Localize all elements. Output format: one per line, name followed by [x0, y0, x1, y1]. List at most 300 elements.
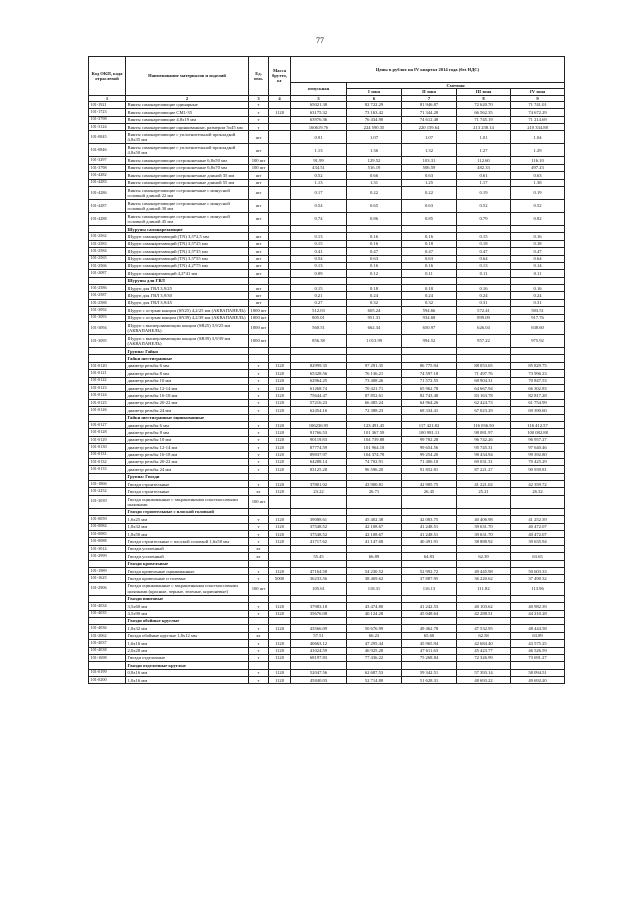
row-price-zone-2: 71 572.55 [402, 377, 457, 384]
group-heading-row [89, 414, 565, 421]
group-heading-row [89, 560, 565, 567]
row-price-zone-1: 1.07 [347, 131, 402, 144]
row-price-zone-3: 49 445.98 [457, 567, 511, 574]
row-price-zone-4 [511, 595, 565, 602]
row-price-sales: 62964.25 [291, 377, 347, 384]
table-row [89, 164, 565, 171]
row-price-zone-4 [511, 414, 565, 421]
row-price-zone-3: 0.11 [457, 270, 511, 277]
row-price-zone-3: 626.04 [457, 322, 511, 335]
row-name: Винты самонарезающие одинарные [126, 101, 249, 108]
row-code: 101-2588 [89, 299, 126, 306]
row-price-zone-2: 42 083.75 [402, 516, 457, 523]
row-unit: шт [249, 248, 269, 255]
row-price-sales: 0.74 [291, 212, 347, 225]
row-name: Винты самонарезающие остроконечные 6,8х50 мм [126, 157, 249, 164]
row-price-zone-4: 1.38 [511, 179, 565, 186]
row-price-sales: 0.17 [291, 186, 347, 199]
row-price-zone-1: 0.16 [347, 262, 402, 269]
row-price-zone-1: 1 013.99 [347, 335, 402, 348]
row-unit: 100 шт [249, 582, 269, 595]
row-unit: 1000 шт [249, 335, 269, 348]
row-price-zone-1: 516.19 [347, 164, 402, 171]
row-price-sales: 0.41 [291, 248, 347, 255]
row-name: 0,8х16 мм [126, 669, 249, 676]
row-code: 101-4038 [89, 647, 126, 654]
row-name: Шуруп с острым концом (SN25) 4,2/25 мм (АКВАПАНЕЛЬ) [126, 307, 249, 314]
row-price-zone-2: 65 962.78 [402, 385, 457, 392]
row-unit: т [249, 407, 269, 414]
row-unit: т [249, 109, 269, 116]
row-code: 101-2087 [89, 270, 126, 277]
row-unit [249, 277, 269, 284]
row-price-zone-1 [347, 355, 402, 362]
row-price-zone-3: 68 904.31 [457, 377, 511, 384]
row-code: 101-0845 [89, 131, 126, 144]
header-zone-4: IV зона [511, 89, 565, 95]
col-index: 2 [126, 95, 249, 101]
row-code [89, 355, 126, 362]
header-zone-1: I зона [347, 89, 402, 95]
row-price-sales: 65021.38 [291, 101, 347, 108]
row-unit: 1000 шт [249, 322, 269, 335]
row-price-zone-1: 951.31 [347, 314, 402, 321]
row-unit: т [249, 385, 269, 392]
table-row [89, 451, 565, 458]
row-unit: т [249, 669, 269, 676]
table-row [89, 322, 565, 335]
row-unit: т [249, 377, 269, 384]
table-row [89, 603, 565, 610]
row-price-zone-4: 44 210.28 [511, 610, 565, 617]
group-heading-row [89, 348, 565, 355]
row-price-sales: 160619.76 [291, 124, 347, 131]
row-name: Гвозди строительные [126, 488, 249, 495]
row-mass [269, 144, 291, 157]
group-heading-row [89, 617, 565, 624]
table-row [89, 116, 565, 123]
row-code [89, 225, 126, 232]
row-price-zone-4: 70 425.29 [511, 458, 565, 465]
row-price-zone-3: 0.18 [457, 240, 511, 247]
row-price-zone-3: 0.19 [457, 186, 511, 199]
row-price-zone-2: 68 334.41 [402, 407, 457, 414]
row-price-sales: 89837.97 [291, 451, 347, 458]
row-price-zone-3: 47 532.95 [457, 625, 511, 632]
row-mass: 1120 [269, 370, 291, 377]
row-price-sales [291, 495, 347, 508]
row-price-zone-2: 99 654.56 [402, 444, 457, 451]
row-price-zone-2: 75 268.84 [402, 654, 457, 661]
row-mass [269, 508, 291, 515]
row-price-zone-1: 43 474.80 [347, 603, 402, 610]
row-code: 101-2565 [89, 255, 126, 262]
row-mass [269, 473, 291, 480]
row-code [89, 414, 126, 421]
row-code: 101-0130 [89, 444, 126, 451]
row-price-sales: 57.51 [291, 632, 347, 639]
row-price-sales: 91766.53 [291, 429, 347, 436]
row-price-zone-3: 48 693.22 [457, 677, 511, 684]
row-code: 101-0124 [89, 392, 126, 399]
row-price-zone-4: 48 444.58 [511, 625, 565, 632]
row-price-zone-3 [457, 560, 511, 567]
table-row [89, 677, 565, 684]
row-unit: т [249, 610, 269, 617]
row-unit: т [249, 531, 269, 538]
row-price-sales: 45840.03 [291, 677, 347, 684]
row-name: Гвозди кровельные оцинкованные [126, 567, 249, 574]
row-price-zone-1: 77 436.22 [347, 654, 402, 661]
row-code: 101-2999 [89, 553, 126, 560]
row-price-zone-2: 26.45 [402, 488, 457, 495]
row-unit [249, 617, 269, 624]
row-name: 1,6х25 мм [126, 516, 249, 523]
row-price-zone-4: 85 829.75 [511, 362, 565, 369]
row-mass: 1120 [269, 466, 291, 473]
row-mass [269, 277, 291, 284]
row-unit [249, 348, 269, 355]
row-mass [269, 233, 291, 240]
row-unit: т [249, 647, 269, 654]
row-code: 101-0131 [89, 451, 126, 458]
row-code: 101-3039 [89, 495, 126, 508]
row-price-zone-3: 116 036.50 [457, 421, 511, 428]
row-code: 101-2583 [89, 240, 126, 247]
row-price-zone-1: 47 295.44 [347, 640, 402, 647]
row-price-zone-4 [511, 348, 565, 355]
table-row [89, 531, 565, 538]
table-row [89, 212, 565, 225]
row-code: 101-2062 [89, 632, 126, 639]
row-code: 101-0846 [89, 144, 126, 157]
row-price-zone-1: 66.89 [347, 553, 402, 560]
row-price-sales [291, 348, 347, 355]
row-price-zone-4: 0.16 [511, 285, 565, 292]
price-table [88, 56, 565, 684]
row-mass [269, 355, 291, 362]
table-row [89, 523, 565, 530]
row-price-zone-3: 1.01 [457, 131, 511, 144]
row-mass: 5000 [269, 575, 291, 582]
row-price-zone-1: 96 596.20 [347, 466, 402, 473]
header-estimated: Сметная [347, 83, 565, 89]
col-index: 8 [457, 95, 511, 101]
row-price-zone-4: 1.29 [511, 144, 565, 157]
row-price-zone-1: 118.31 [347, 582, 402, 595]
row-price-zone-4: 210 334.88 [511, 124, 565, 131]
row-price-zone-3: 0.52 [457, 199, 511, 212]
row-unit: т [249, 538, 269, 545]
row-price-sales [291, 414, 347, 421]
row-price-zone-4: 0.16 [511, 233, 565, 240]
row-price-zone-3 [457, 414, 511, 421]
row-price-zone-2: 0.16 [402, 233, 457, 240]
row-price-sales [291, 355, 347, 362]
table-row [89, 299, 565, 306]
row-unit: т [249, 392, 269, 399]
row-mass: 1120 [269, 603, 291, 610]
row-price-zone-4 [511, 495, 565, 508]
row-price-zone-1 [347, 508, 402, 515]
row-price-sales: 805.01 [291, 314, 347, 321]
row-unit: т [249, 101, 269, 108]
row-price-zone-3: 72 326.99 [457, 654, 511, 661]
row-price-zone-4 [511, 225, 565, 232]
row-price-sales [291, 473, 347, 480]
row-code: 101-3095 [89, 335, 126, 348]
header-zone-2: II зона [402, 89, 457, 95]
row-unit: т [249, 399, 269, 406]
row-name: 1,6х16 мм [126, 640, 249, 647]
row-price-zone-4 [511, 545, 565, 552]
table-row [89, 335, 565, 348]
table-body [89, 101, 565, 684]
row-price-zone-1: 76 136.21 [347, 370, 402, 377]
row-price-zone-1 [347, 225, 402, 232]
row-unit: т [249, 421, 269, 428]
row-code: 101-0200 [89, 677, 126, 684]
row-price-zone-4: 40 472.07 [511, 531, 565, 538]
row-mass [269, 248, 291, 255]
row-price-zone-3: 45 423.77 [457, 647, 511, 654]
row-mass: 1120 [269, 377, 291, 384]
row-name: диаметр резьбы 6 мм [126, 421, 249, 428]
row-price-zone-2: 74 612.48 [402, 116, 457, 123]
table-row [89, 292, 565, 299]
row-price-zone-3: 36 220.62 [457, 575, 511, 582]
row-price-zone-3 [457, 277, 511, 284]
row-price-zone-1: 66 485.24 [347, 399, 402, 406]
row-price-sales [291, 662, 347, 669]
row-price-sales: 91.99 [291, 157, 347, 164]
row-mass [269, 307, 291, 314]
row-code [89, 617, 126, 624]
row-price-sales: 856.38 [291, 335, 347, 348]
row-price-zone-1 [347, 662, 402, 669]
col-index: 1 [89, 95, 126, 101]
row-price-zone-1: 0.65 [347, 199, 402, 212]
row-name: Винты самонарезающие оцинкованные, размером 5х45 мм [126, 124, 249, 131]
row-unit: кг [249, 545, 269, 552]
row-price-zone-1: 43 900.81 [347, 481, 402, 488]
table-row [89, 545, 565, 552]
row-price-zone-2: 41 248.51 [402, 531, 457, 538]
row-price-zone-2: 0.32 [402, 299, 457, 306]
row-mass: 1120 [269, 625, 291, 632]
row-price-zone-4: 39 635.94 [511, 538, 565, 545]
row-price-zone-2: 37 887.95 [402, 575, 457, 582]
row-price-zone-3: 42 684.40 [457, 640, 511, 647]
row-price-zone-3: 957.22 [457, 335, 511, 348]
row-price-zone-4: 100 082.88 [511, 429, 565, 436]
row-unit: т [249, 436, 269, 443]
row-mass [269, 582, 291, 595]
row-price-zone-2: 0.18 [402, 285, 457, 292]
row-price-zone-1: 97 291.35 [347, 362, 402, 369]
row-price-zone-4: 0.18 [511, 240, 565, 247]
row-price-zone-3: 88 053.65 [457, 362, 511, 369]
row-price-zone-1: 66.23 [347, 632, 402, 639]
row-price-zone-2: 0.85 [402, 212, 457, 225]
row-price-sales: 35676.08 [291, 610, 347, 617]
row-code: 101-2587 [89, 292, 126, 299]
table-row [89, 669, 565, 676]
table-row [89, 307, 565, 314]
row-price-zone-2: 100 981.11 [402, 429, 457, 436]
row-price-zone-1 [347, 595, 402, 602]
header-mass: Масса брутто, кг [269, 57, 291, 96]
row-price-zone-2: 71 406.10 [402, 458, 457, 465]
row-price-sales [291, 277, 347, 284]
row-name: 4,5х90 мм [126, 610, 249, 617]
row-price-zone-1: 45 402.38 [347, 516, 402, 523]
group-heading-row [89, 595, 565, 602]
row-mass: 1120 [269, 362, 291, 369]
table-row [89, 314, 565, 321]
row-unit: кг [249, 632, 269, 639]
row-price-zone-4: 70 847.53 [511, 377, 565, 384]
row-mass [269, 495, 291, 508]
row-unit: т [249, 429, 269, 436]
table-row [89, 488, 565, 495]
row-price-sales: 36233.56 [291, 575, 347, 582]
row-mass: 1120 [269, 538, 291, 545]
row-price-zone-4: 0.63 [511, 172, 565, 179]
row-price-zone-3: 112.60 [457, 157, 511, 164]
row-price-zone-1: 0.47 [347, 248, 402, 255]
row-name: Гвозди усиленный [126, 553, 249, 560]
row-price-zone-3: 83 163.78 [457, 392, 511, 399]
row-price-zone-1: 54 230.52 [347, 567, 402, 574]
row-mass [269, 314, 291, 321]
row-price-zone-2: 42 985.75 [402, 481, 457, 488]
row-price-zone-3: 66 562.35 [457, 109, 511, 116]
row-price-zone-4: 50 603.33 [511, 567, 565, 574]
row-price-zone-1 [347, 348, 402, 355]
row-price-zone-2: 0.18 [402, 240, 457, 247]
row-price-zone-3: 96 742.26 [457, 436, 511, 443]
table-row [89, 124, 565, 131]
row-price-zone-1: 73 163.42 [347, 109, 402, 116]
row-price-zone-1: 46 925.28 [347, 647, 402, 654]
row-unit: шт [249, 240, 269, 247]
row-mass [269, 262, 291, 269]
table-row [89, 109, 565, 116]
row-price-sales: 434.51 [291, 164, 347, 171]
row-price-zone-3: 0.61 [457, 172, 511, 179]
row-price-zone-3 [457, 355, 511, 362]
row-unit [249, 560, 269, 567]
row-price-sales: 68197.83 [291, 654, 347, 661]
row-mass [269, 186, 291, 199]
row-unit: шт [249, 285, 269, 292]
row-mass: 1120 [269, 399, 291, 406]
row-mass [269, 116, 291, 123]
row-unit: т [249, 116, 269, 123]
row-price-zone-3: 482.33 [457, 164, 511, 171]
row-price-zone-1: 74 702.91 [347, 458, 402, 465]
table-row [89, 101, 565, 108]
table-row [89, 481, 565, 488]
row-unit: шт [249, 172, 269, 179]
row-name: Винты самонарезающие с уплотнительной прокладкой 4,8х50 мм [126, 144, 249, 157]
table-row [89, 610, 565, 617]
table-row [89, 199, 565, 212]
row-price-zone-2: 0.47 [402, 248, 457, 255]
row-price-zone-3: 71 497.76 [457, 370, 511, 377]
row-unit: т [249, 677, 269, 684]
row-price-zone-3 [457, 495, 511, 508]
row-price-zone-4: 42 359.72 [511, 481, 565, 488]
row-name: Шуруп для ГВЛ 3,9/45 [126, 299, 249, 306]
col-index: 3 [249, 95, 269, 101]
row-name: Винты самонарезающие остроконечные с минусной головкой длиной 45 мм [126, 212, 249, 225]
row-mass: 1120 [269, 677, 291, 684]
row-price-sales [291, 560, 347, 567]
table-row [89, 421, 565, 428]
row-price-zone-4 [511, 662, 565, 669]
row-price-zone-4: 73 691.27 [511, 654, 565, 661]
row-name: Шуруп самонарезающий (TN) 3,5*35 мм [126, 248, 249, 255]
row-unit: т [249, 523, 269, 530]
row-mass [269, 335, 291, 348]
row-price-zone-1: 0.24 [347, 292, 402, 299]
row-name: диаметр резьбы 24 мм [126, 407, 249, 414]
row-mass [269, 179, 291, 186]
row-price-zone-2 [402, 662, 457, 669]
row-unit: шт [249, 199, 269, 212]
row-code [89, 277, 126, 284]
row-price-zone-4: 0.31 [511, 299, 565, 306]
row-price-zone-3: 95 745.31 [457, 444, 511, 451]
row-price-sales: 55.45 [291, 553, 347, 560]
row-price-zone-2 [402, 348, 457, 355]
table-row [89, 567, 565, 574]
row-price-zone-2 [402, 277, 457, 284]
row-price-zone-4: 113.96 [511, 582, 565, 595]
row-name: 1,8х32 мм [126, 625, 249, 632]
row-mass [269, 240, 291, 247]
row-name: диаметр резьбы 12-14 мм [126, 444, 249, 451]
row-price-zone-2: 41 242.53 [402, 603, 457, 610]
row-price-zone-1: 70 421.71 [347, 385, 402, 392]
table-row [89, 255, 565, 262]
row-price-zone-1: 52 714.80 [347, 677, 402, 684]
row-name: Гвозди винтовые [126, 595, 249, 602]
row-price-zone-3: 40 406.98 [457, 516, 511, 523]
row-price-zone-1: 40 124.28 [347, 610, 402, 617]
row-mass [269, 285, 291, 292]
row-unit: т [249, 458, 269, 465]
row-price-zone-3: 0.13 [457, 262, 511, 269]
row-code [89, 508, 126, 515]
row-price-sales: 64288.14 [291, 458, 347, 465]
row-price-zone-2: 71 344.28 [402, 109, 457, 116]
row-price-zone-4: 37 490.32 [511, 575, 565, 582]
row-price-zone-2: 0.63 [402, 199, 457, 212]
row-price-zone-1 [347, 473, 402, 480]
row-code: 101-4034 [89, 603, 126, 610]
row-price-zone-3: 57 393.14 [457, 669, 511, 676]
row-price-zone-3: 38 888.92 [457, 538, 511, 545]
row-price-zone-3: 98 081.97 [457, 429, 511, 436]
row-price-zone-4: 917.76 [511, 314, 565, 321]
group-heading-row [89, 277, 565, 284]
row-price-zone-2: 0.11 [402, 270, 457, 277]
row-name: Винты самонарезающие остроконечные длиной 35 мм [126, 172, 249, 179]
row-unit [249, 473, 269, 480]
